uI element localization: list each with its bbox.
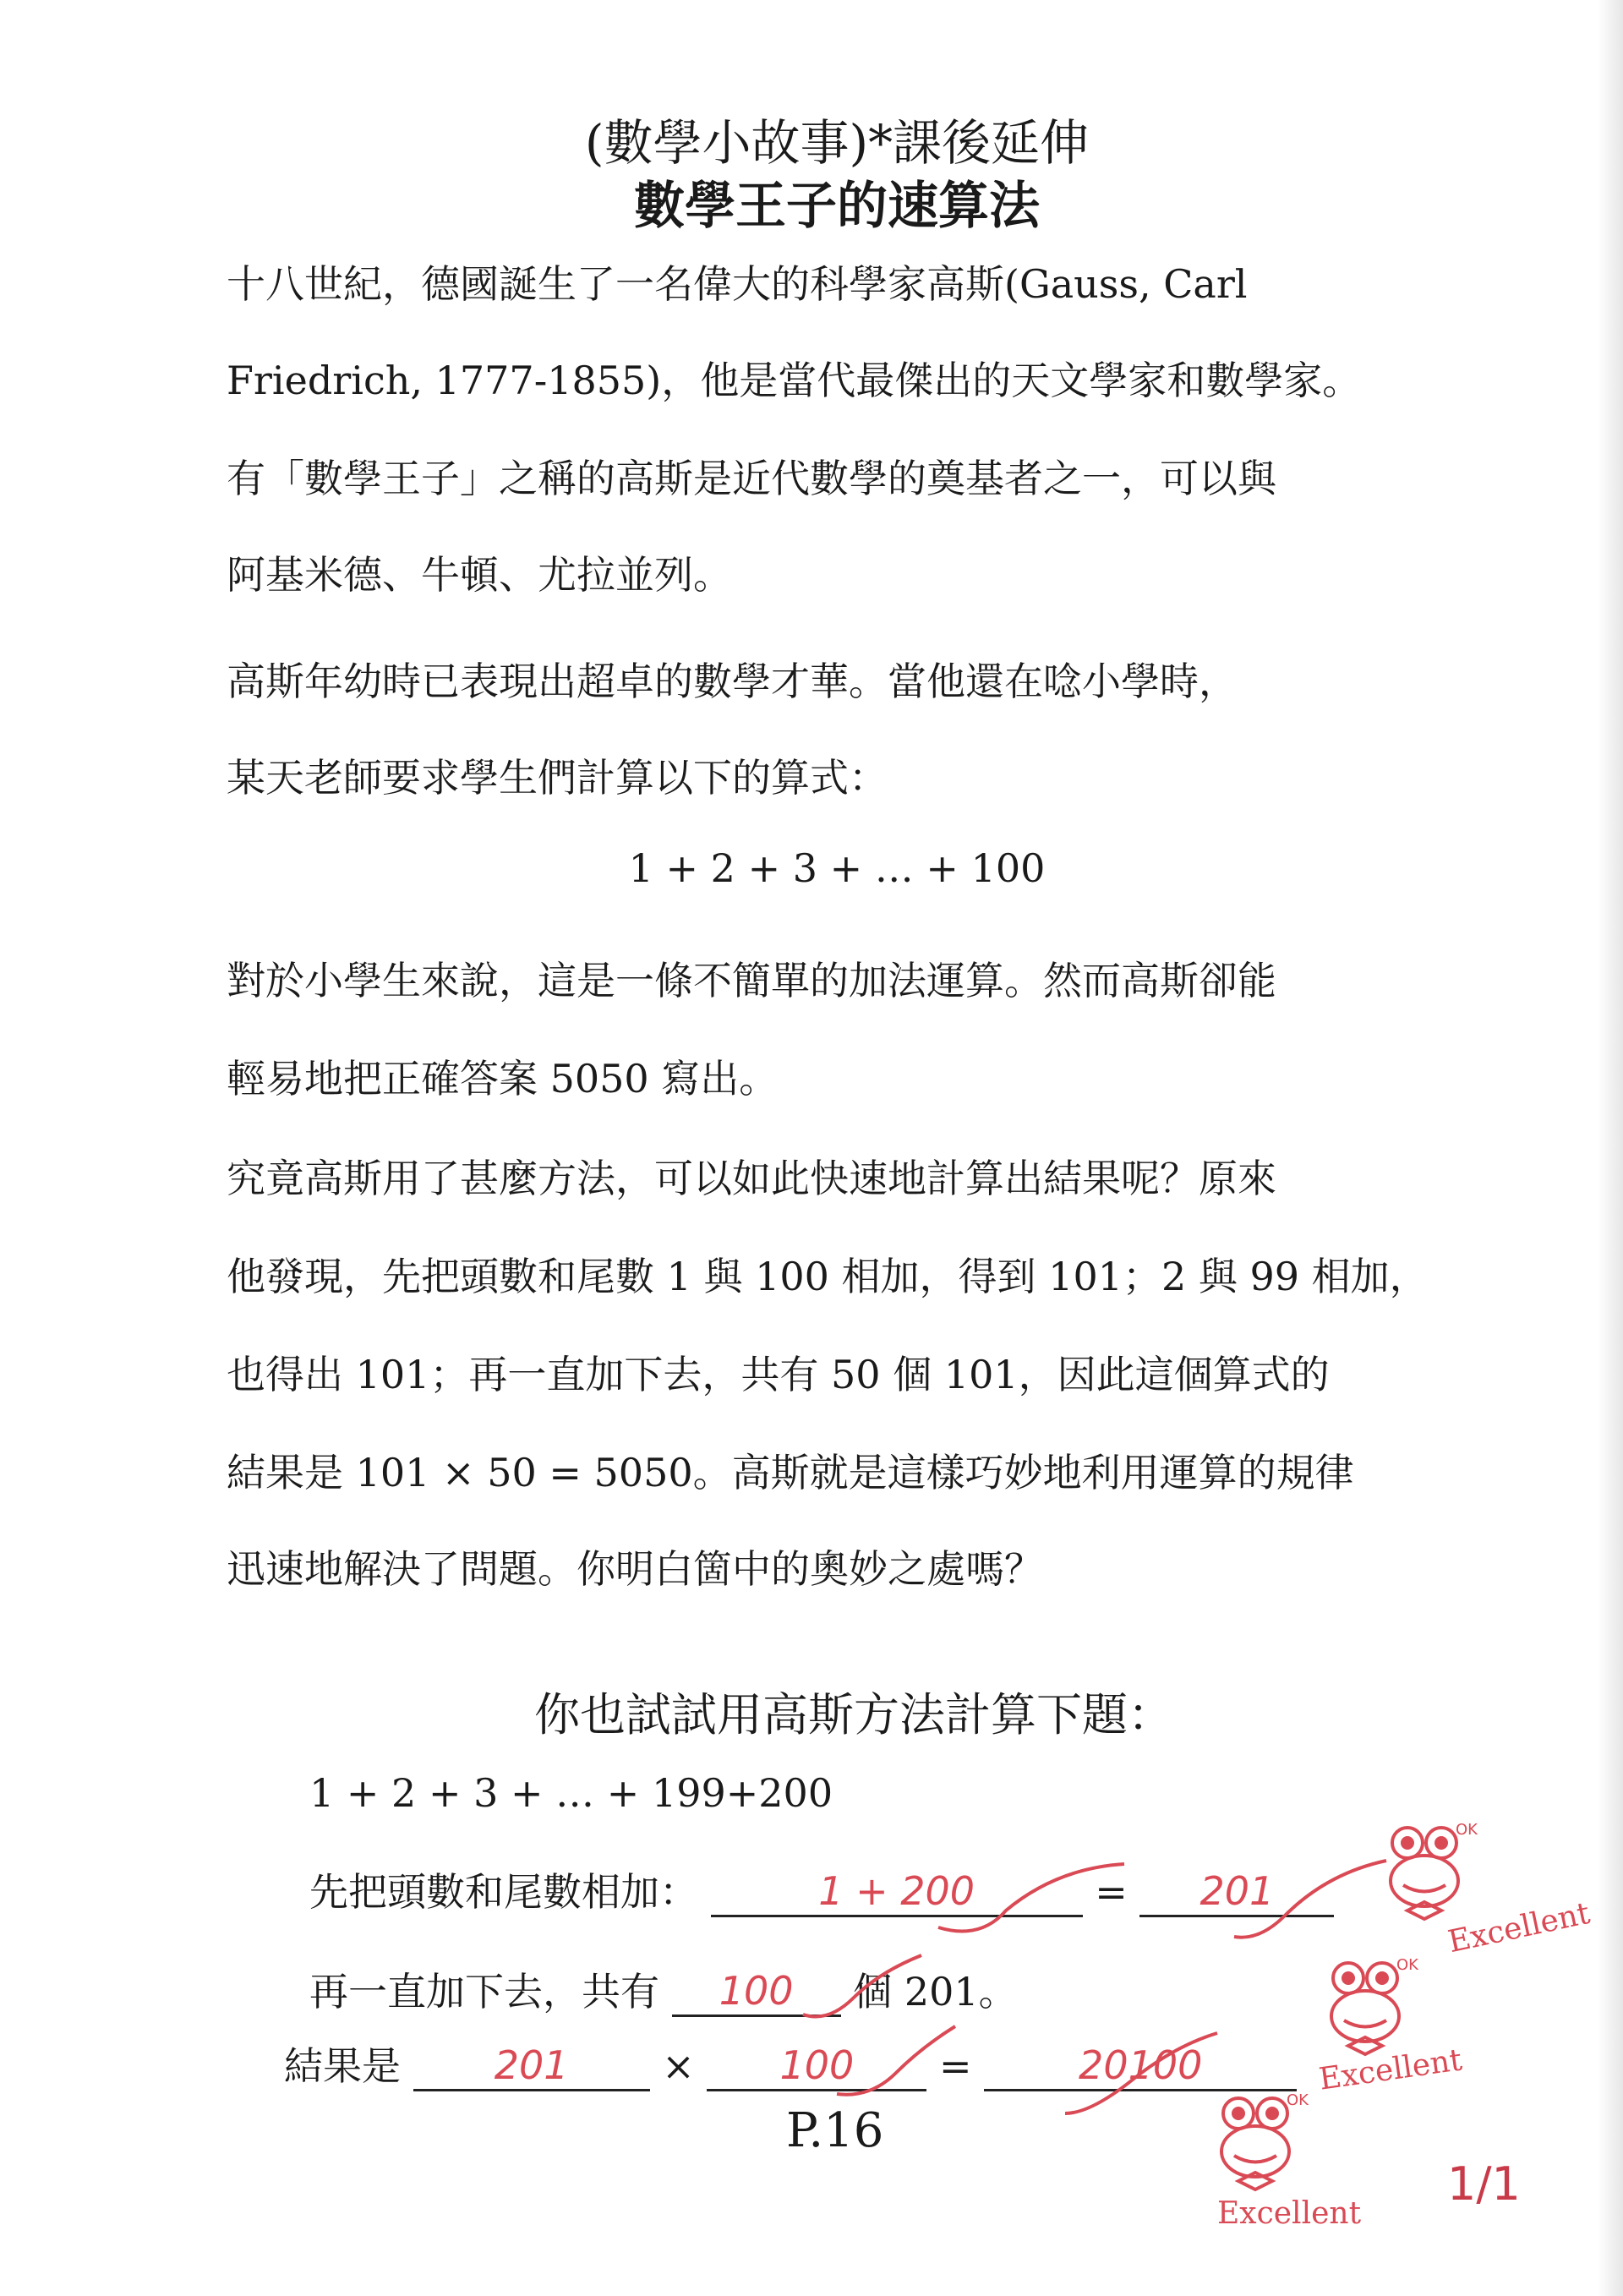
page-edge-shadow [1598, 0, 1623, 2296]
q3-a-field[interactable]: 201 [413, 2042, 650, 2091]
exercise-q1 [309, 1861, 1334, 1917]
ok-label: OK [1396, 1956, 1418, 1974]
page-number: P.16 [786, 2103, 884, 2158]
frog-icon [1319, 1953, 1420, 2063]
check-mark-icon [828, 2022, 964, 2107]
story-line-2: Friedrich, 1777-1855)，他是當代最傑出的天文學家和數學家。 [227, 358, 1362, 403]
check-mark-icon [1226, 1856, 1395, 1949]
story-line-11: 也得出 101；再一直加下去，共有 50 個 101，因此這個算式的 [227, 1352, 1330, 1397]
frog-icon [1378, 1818, 1479, 1927]
ok-label: OK [1287, 2091, 1309, 2109]
q1-result-field[interactable]: 201 [1139, 1867, 1334, 1917]
story-line-12: 結果是 101 × 50 = 5050。高斯就是這樣巧妙地利用運算的規律 [227, 1450, 1354, 1495]
story-line-13: 迅速地解決了問題。你明白箇中的奧妙之處嗎？ [227, 1546, 1043, 1592]
story-line-7: 對於小學生來說，這是一條不簡單的加法運算。然而高斯卻能 [227, 958, 1276, 1003]
story-line-4: 阿基米德、牛頓、尤拉並列。 [227, 552, 732, 598]
q3-b-field[interactable]: 100 [707, 2042, 926, 2091]
exercise-heading: 你也試試用高斯方法計算下題： [534, 1688, 1173, 1741]
q1-answer-field[interactable]: 1 + 200 [711, 1867, 1083, 1917]
excellent-sticker [1316, 1953, 1488, 2097]
story-line-9: 究竟高斯用了甚麼方法，可以如此快速地計算出結果呢？原來 [227, 1156, 1276, 1201]
excellent-sticker [1209, 2088, 1378, 2232]
check-mark-icon [795, 1951, 930, 2027]
q2-label: 再一直加下去，共有 [309, 1969, 659, 2014]
q3-equals: = [939, 2043, 972, 2089]
q2-suffix: 個 201。 [853, 1969, 1018, 2014]
q1-label: 先把頭數和尾數相加： [309, 1869, 698, 1915]
story-line-3: 有「數學王子」之稱的高斯是近代數學的奠基者之一，可以與 [227, 456, 1276, 501]
ok-label: OK [1456, 1821, 1478, 1839]
q3-times: × [662, 2043, 695, 2089]
story-line-5: 高斯年幼時已表現出超卓的數學才華。當他還在唸小學時， [227, 659, 1238, 704]
excellent-label: Excellent [1217, 2196, 1362, 2231]
story-line-10: 他發現，先把頭數和尾數 1 與 100 相加，得到 101；2 與 99 相加， [227, 1254, 1429, 1299]
q3-result-field[interactable]: 20100 [984, 2042, 1297, 2091]
page-title: 數學王子的速算法 [634, 177, 1040, 236]
check-mark-icon [1057, 2029, 1226, 2122]
q2-answer-field[interactable]: 100 [672, 1967, 841, 2017]
story-line-1: 十八世紀，德國誕生了一名偉大的科學家高斯(Gauss, Carl [227, 261, 1248, 307]
score-mark: 1/1 [1447, 2157, 1521, 2211]
subtitle: (數學小故事)*課後延伸 [584, 114, 1090, 172]
story-line-6: 某天老師要求學生們計算以下的算式： [227, 755, 888, 801]
exercise-formula: 1 + 2 + 3 + … + 199+200 [309, 1770, 833, 1816]
excellent-sticker [1378, 1818, 1593, 1960]
excellent-label: Excellent [1445, 1895, 1593, 1960]
excellent-label: Excellent [1316, 2042, 1465, 2097]
q1-equals: = [1095, 1869, 1128, 1915]
check-mark-icon [930, 1860, 1133, 1944]
story-formula: 1 + 2 + 3 + … + 100 [628, 845, 1046, 891]
frog-icon [1209, 2088, 1310, 2198]
story-line-8: 輕易地把正確答案 5050 寫出。 [227, 1056, 779, 1102]
q3-label: 結果是 [284, 2043, 401, 2089]
